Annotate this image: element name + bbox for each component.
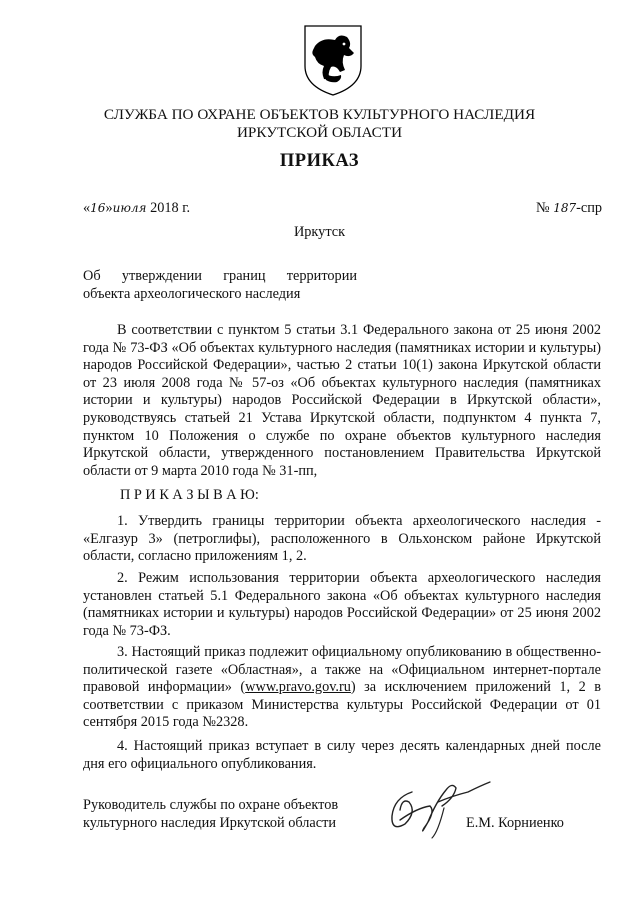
number-suffix: -спр bbox=[576, 200, 602, 216]
city-name: Иркутск bbox=[293, 224, 346, 240]
signatory-title bbox=[83, 797, 338, 832]
item3-text-after-link: ) за исключением приложений 1, 2 в соответствии с приказом Министерства культуры Российской Федерации от 01 сентября 2015 года №2328. bbox=[83, 679, 601, 731]
handwritten-order-number: 187 bbox=[553, 201, 577, 215]
document-type-heading: ПРИКАЗ bbox=[279, 151, 360, 171]
order-item-2: 2. Режим использования территории объекта археологического наследия установлен статьей 5.1 Федерального закона «Об объектах культурного наследия (памятниках истории и культуры) народов Российской Федерации» от 25 июня 2002 года № 73-ФЗ. bbox=[83, 570, 601, 639]
date-open-quote: « bbox=[83, 200, 91, 216]
order-number bbox=[536, 200, 602, 217]
order-keyword: П Р И К А З Ы В А Ю: bbox=[120, 487, 259, 503]
order-item-1: 1. Утвердить границы территории объекта археологического наследия - «Елгазур 3» (петроглифы), расположенного в Ольхонском районе Иркутской области, согласно приложениям 1, 2. bbox=[83, 513, 601, 565]
coat-of-arms-emblem-icon bbox=[300, 22, 366, 98]
order-item-4: 4. Настоящий приказ вступает в силу через десять календарных дней после дня его официального опубликования. bbox=[83, 738, 601, 772]
handwritten-date-day: 16 bbox=[90, 201, 106, 215]
pravo-gov-link[interactable]: www.pravo.gov.ru bbox=[245, 679, 351, 696]
date-close-quote: » bbox=[105, 200, 113, 216]
item3-text-before-link: 3. Настоящий приказ подлежит официальному опубликованию в общественно-политической газете «Областная», а также на «Официальном интернет-портале правовой информации» ( bbox=[83, 644, 601, 696]
handwritten-signature-icon bbox=[372, 772, 502, 844]
preamble-paragraph: В соответствии с пунктом 5 статьи 3.1 Федерального закона от 25 июня 2002 года № 73-ФЗ «Об объектах культурного наследия (памятниках истории и культуры) народов Российской Федерации», частью 2 статьи 10(1) закона Иркутской области от 23 июля 2008 года № 57-оз «Об объектах культурного наследия (памятниках истории и культуры) народов Российской Федерации в Иркутской области», руководствуясь статьей 21 Устава Иркутской области, подпунктом 4 пункта 7, пунктом 10 Положения о службе по охране объектов культурного наследия Иркутской области, утвержденного постановлением Правительства Иркутской области от 9 марта 2010 года № 31-пп, bbox=[83, 322, 601, 479]
subject-line1: Об утверждении границ территории bbox=[83, 268, 357, 284]
order-item-3 bbox=[83, 644, 601, 732]
signatory-name: Е.М. Корниенко bbox=[466, 815, 564, 831]
handwritten-date-month: июля bbox=[112, 201, 147, 215]
agency-name-line2: ИРКУТСКОЙ ОБЛАСТИ bbox=[236, 124, 403, 141]
order-subject bbox=[83, 268, 357, 303]
number-prefix: № bbox=[535, 200, 550, 216]
agency-name-line1: СЛУЖБА ПО ОХРАНЕ ОБЪЕКТОВ КУЛЬТУРНОГО НАСЛЕДИЯ bbox=[103, 106, 536, 123]
order-date bbox=[83, 200, 190, 217]
subject-line2: объекта археологического наследия bbox=[83, 285, 301, 302]
signatory-title-line2: культурного наследия Иркутской области bbox=[83, 814, 336, 831]
signatory-title-line1: Руководитель службы по охране объектов bbox=[83, 797, 339, 813]
date-year: 2018 г. bbox=[150, 200, 191, 216]
